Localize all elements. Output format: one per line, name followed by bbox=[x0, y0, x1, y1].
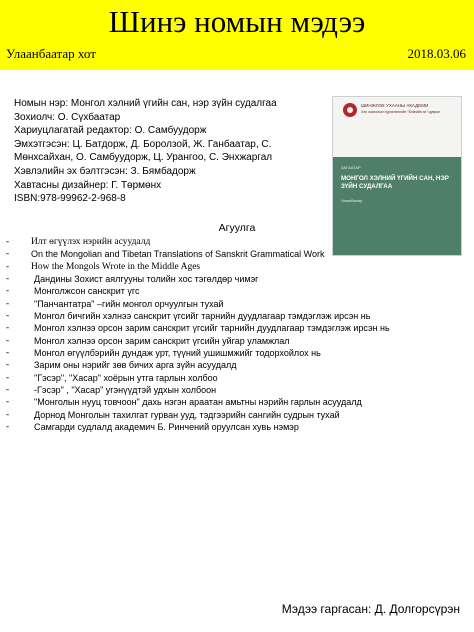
book-cover-title: МОНГОЛ ХЭЛНИЙ ҮГИЙН САН, НЭР ЗҮЙН СУДАЛГАА bbox=[341, 175, 449, 190]
toc-item-text: "Гэсэр", "Хасар" хоёрын утга гарлын холбоо bbox=[34, 372, 218, 383]
date-label: 2018.03.06 bbox=[407, 46, 466, 61]
toc-item-text: Зарим оны нэрийг зөв бичих арга зүйн асуудалд bbox=[34, 360, 237, 371]
meta-line-cover-designer: Хавтасны дизайнер: Г. Төрмөнх bbox=[14, 179, 162, 191]
meta-line-compilers: Эмхэтгэсэн: Ц. Батдорж, Д. Боролзой, Ж. Ганбаатар, С. bbox=[14, 138, 272, 150]
meta-line-isbn: ISBN:978-99962-2-968-8 bbox=[14, 193, 126, 205]
meta-line-author: Зохиолч: О. Сүхбаатар bbox=[14, 111, 121, 123]
page-title: Шинэ номын мэдээ bbox=[108, 4, 366, 39]
meta-line-book-name: Номын нэр: Монгол хэлний үгийн сан, нэр зүйн судалгаа bbox=[14, 98, 277, 109]
toc-item-text: Дорнод Монголын тахилгат гурван ууд, тэдгээрийн сангийн судрын тухай bbox=[34, 409, 340, 420]
toc-item bbox=[6, 409, 466, 421]
bullet-dash: - bbox=[6, 360, 10, 371]
toc-item-text: How the Mongols Wrote in the Middle Ages bbox=[31, 261, 201, 272]
toc-item bbox=[6, 285, 466, 297]
toc-item bbox=[6, 322, 466, 334]
toc-item-text: Монгол хэлнээ орсон зарим санскрит үгсийг тарнийн дуудлагаар тэмдэглэж ирсэн нь bbox=[34, 323, 390, 334]
toc-item-text: Монгол өгүүлбэрийн дундаж урт, түүний ушишмжийг тодорхойлох нь bbox=[34, 348, 321, 359]
book-cover-author: ЗАГААТАР bbox=[341, 165, 361, 170]
toc-item-text: Монголжсон санскрит үгс bbox=[34, 286, 140, 297]
bullet-dash: - bbox=[6, 323, 10, 334]
toc-item bbox=[6, 335, 466, 347]
academy-emblem-center bbox=[347, 107, 353, 113]
meta-line-compilers-cont: Мөнхсайхан, О. Самбуудорж, Ц. Урангоо, С. Энхжаргал bbox=[14, 152, 273, 164]
footer-credit: Мэдээ гаргасан: Д. Долгорсүрэн bbox=[281, 602, 460, 616]
bullet-dash: - bbox=[6, 348, 10, 359]
toc-item bbox=[6, 273, 466, 285]
header-banner bbox=[0, 0, 474, 70]
meta-line-prepress: Хэвлэлийн эх бэлтгэсэн: З. Бямбадорж bbox=[14, 165, 196, 177]
toc-item-text: -Гэсэр" , "Хасар" угэнүүдтэй удхын холбоон bbox=[34, 385, 217, 396]
toc-item bbox=[6, 236, 466, 248]
bullet-dash: - bbox=[6, 409, 10, 420]
book-metadata bbox=[14, 97, 314, 206]
bullet-dash: - bbox=[6, 385, 10, 396]
book-cover-publisher: ШИНЖЛЭХ УХААНЫ АКАДЕМИ bbox=[361, 103, 429, 108]
bullet-dash: - bbox=[6, 422, 10, 433]
book-cover-subtitle: Улаанбаатар bbox=[341, 199, 363, 203]
bullet-dash: - bbox=[6, 249, 10, 260]
toc-item-text: On the Mongolian and Tibetan Translations of Sanskrit Grammatical Work bbox=[31, 249, 325, 260]
toc-item bbox=[6, 372, 466, 384]
toc-item bbox=[6, 359, 466, 371]
toc-item bbox=[6, 347, 466, 359]
bullet-dash: - bbox=[6, 237, 10, 247]
meta-line-editor: Хариуцлагатай редактор: О. Самбуудорж bbox=[14, 125, 207, 137]
bullet-dash: - bbox=[6, 274, 10, 285]
bullet-dash: - bbox=[6, 298, 10, 309]
bullet-dash: - bbox=[6, 372, 10, 383]
book-cover-series: Хэл зохиолын хүрээлэнгийн "Бэйгийн эх" цуврал bbox=[361, 110, 440, 114]
toc-item-text: Монгол хэлнээ орсон зарим санскрит үгсийн уйгар уламжлал bbox=[34, 335, 290, 346]
toc-item-text: "Панчантатра" –гийн монгол орчуулгын тухай bbox=[34, 298, 224, 309]
toc-item bbox=[6, 261, 466, 273]
bullet-dash: - bbox=[6, 261, 10, 272]
toc-item bbox=[6, 384, 466, 396]
toc-item bbox=[6, 396, 466, 408]
toc-item bbox=[6, 310, 466, 322]
toc-item bbox=[6, 421, 466, 433]
toc-item bbox=[6, 248, 466, 260]
toc-item-text: Дандины Зохист аялгууны толийн хос тэгөлдөр чимэг bbox=[34, 274, 259, 285]
toc-item bbox=[6, 298, 466, 310]
toc-item-text: "Монголын нууц товчоон" дахь нэгэн араатан амьтны нэрийн гарлын асуудалд bbox=[34, 397, 362, 408]
toc-item-text: Самгарди судлалд академич Б. Ринчений оруулсан хувь нэмэр bbox=[34, 422, 299, 433]
toc-item-text: Монгол бичгийн хэлнээ санскрит үгсийг тарнийн дуудлагаар тэмдэглэж ирсэн нь bbox=[34, 311, 371, 322]
bullet-dash: - bbox=[6, 397, 10, 408]
bullet-dash: - bbox=[6, 286, 10, 297]
toc-heading: Агуулга bbox=[218, 222, 256, 234]
city-label: Улаанбаатар хот bbox=[6, 46, 96, 61]
bullet-dash: - bbox=[6, 335, 10, 346]
toc-item-text: Илт өгүүлэх нэрийн асуудалд bbox=[31, 237, 151, 247]
table-of-contents bbox=[6, 236, 466, 434]
bullet-dash: - bbox=[6, 311, 10, 322]
